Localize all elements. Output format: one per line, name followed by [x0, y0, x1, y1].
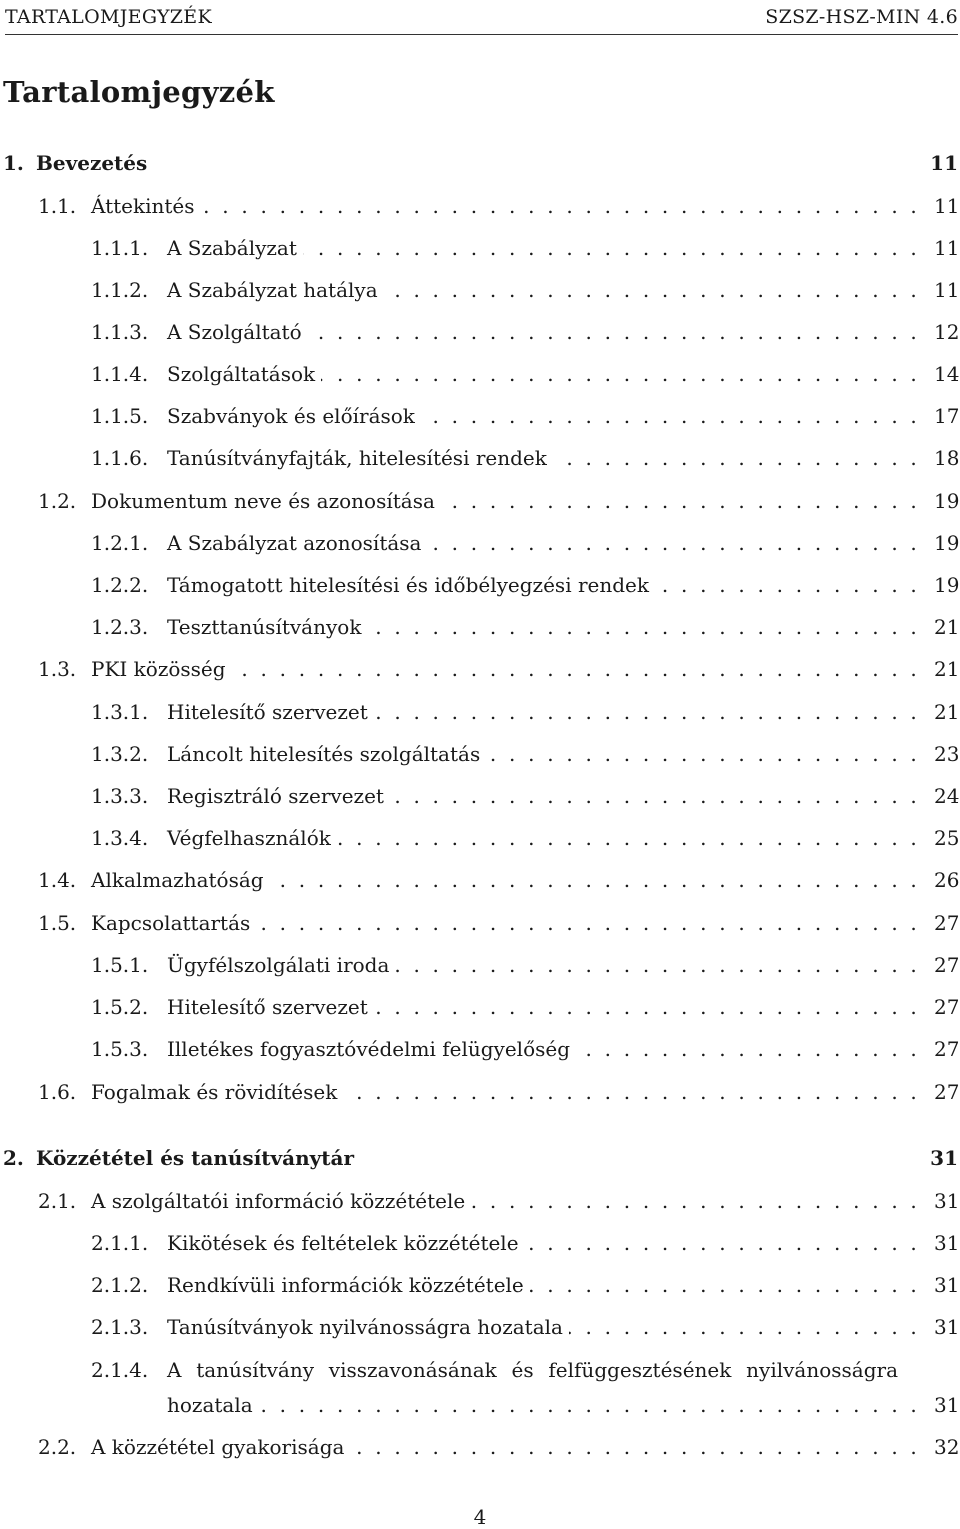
- toc-entry-number: 1.2.3.: [91, 615, 149, 639]
- toc-entry-number: 1.: [3, 151, 24, 175]
- toc-entry-number: 1.1.4.: [91, 362, 149, 386]
- dot-leader: [374, 995, 920, 1019]
- toc-entry[interactable]: [91, 404, 958, 428]
- toc-entry[interactable]: [91, 1358, 898, 1382]
- toc-entry[interactable]: [38, 1080, 958, 1104]
- header-right: SZSZ-HSZ-MIN 4.6: [765, 6, 958, 28]
- toc-entry-title: Regisztráló szervezet: [167, 784, 384, 808]
- toc-entry-number: 1.5.3.: [91, 1037, 149, 1061]
- page-number: 4: [473, 1505, 487, 1529]
- toc-entry-title: Végfelhasználók: [167, 826, 331, 850]
- toc-entry-title: A Szabályzat: [167, 236, 297, 260]
- toc-entry-page: 17: [934, 404, 960, 428]
- dot-leader: [553, 446, 920, 470]
- toc-entry-number: 1.4.: [38, 868, 77, 892]
- dot-leader: [232, 657, 920, 681]
- dot-leader: [384, 278, 920, 302]
- toc-entry-title: A tanúsítvány visszavonásának és felfüggesztésének nyilvánosságra: [167, 1358, 898, 1382]
- toc-entry-number: 1.2.2.: [91, 573, 149, 597]
- toc-entry[interactable]: [91, 742, 958, 766]
- toc-entry-number: 2.1.1.: [91, 1231, 149, 1255]
- toc-entry-number: 1.3.3.: [91, 784, 149, 808]
- toc-entry-title: A közzététel gyakorisága: [91, 1435, 345, 1459]
- toc-entry-number: 1.1.2.: [91, 278, 149, 302]
- dot-leader: [569, 1315, 920, 1339]
- toc-entry-page: 21: [934, 657, 960, 681]
- toc-entry-title: Kikötések és feltételek közzététele: [167, 1231, 519, 1255]
- toc-entry-title: PKI közösség: [91, 657, 226, 681]
- toc-entry-number: 1.1.3.: [91, 320, 149, 344]
- dot-leader: [321, 362, 920, 386]
- toc-entry-title: Illetékes fogyasztóvédelmi felügyelőség: [167, 1037, 571, 1061]
- toc-entry-title: A szolgáltatói információ közzététele: [91, 1189, 466, 1213]
- toc-entry-title: Ügyfélszolgálati iroda: [167, 953, 390, 977]
- toc-entry[interactable]: [91, 953, 958, 977]
- toc-entry[interactable]: [38, 911, 958, 935]
- toc-entry-title: Tanúsítványfajták, hitelesítési rendek: [167, 446, 547, 470]
- toc-entry[interactable]: [91, 573, 958, 597]
- toc-entry[interactable]: [91, 278, 958, 302]
- toc-entry[interactable]: [91, 784, 958, 808]
- toc-entry-title: Áttekintés: [91, 194, 195, 218]
- dot-leader: [655, 573, 920, 597]
- toc-entry-title: hozatala: [167, 1393, 253, 1417]
- toc-entry[interactable]: [91, 320, 958, 344]
- dot-leader: [427, 531, 920, 555]
- toc-entry-page: 19: [934, 531, 960, 555]
- toc-entry-number: 1.6.: [38, 1080, 77, 1104]
- dot-leader: [421, 404, 920, 428]
- dot-leader: [395, 953, 920, 977]
- toc-entry-title: Láncolt hitelesítés szolgáltatás: [167, 742, 481, 766]
- toc-entry[interactable]: [91, 446, 958, 470]
- toc-entry-number: 1.1.5.: [91, 404, 149, 428]
- toc-entry[interactable]: [91, 531, 958, 555]
- toc-entry-page: 25: [934, 826, 960, 850]
- toc-entry-title: Rendkívüli információk közzététele: [167, 1273, 524, 1297]
- dot-leader: [486, 742, 920, 766]
- toc-entry-number: 1.3.1.: [91, 700, 149, 724]
- toc-entry[interactable]: [38, 1189, 958, 1213]
- dot-leader: [337, 826, 920, 850]
- dot-leader: [525, 1231, 920, 1255]
- toc-entry-title: Tanúsítványok nyilvánosságra hozatala: [167, 1315, 563, 1339]
- toc-entry-number: 1.5.1.: [91, 953, 149, 977]
- toc-entry-number: 1.3.: [38, 657, 77, 681]
- toc-entry-page: 31: [934, 1315, 960, 1339]
- toc-entry-page: 27: [934, 1037, 960, 1061]
- toc-entry-title: Kapcsolattartás: [91, 911, 251, 935]
- dot-leader: [374, 700, 920, 724]
- toc-entry-number: 2.1.3.: [91, 1315, 149, 1339]
- toc-entry-page: 11: [934, 278, 960, 302]
- toc-entry-title: Hitelesítő szervezet: [167, 995, 368, 1019]
- dot-leader: [530, 1273, 920, 1297]
- dot-leader: [270, 868, 920, 892]
- toc-entry-page: 31: [934, 1273, 960, 1297]
- toc-entry[interactable]: [91, 615, 958, 639]
- dot-leader: [350, 1435, 920, 1459]
- toc-entry-title: Teszttanúsítványok: [167, 615, 362, 639]
- toc-entry-title: A Szabályzat hatálya: [167, 278, 378, 302]
- toc-entry-page: 31: [934, 1231, 960, 1255]
- dot-leader: [576, 1037, 920, 1061]
- dot-leader: [441, 489, 920, 513]
- toc-entry-page: 21: [934, 700, 960, 724]
- toc-chapter[interactable]: [3, 151, 958, 175]
- toc-entry[interactable]: [38, 1435, 958, 1459]
- toc-entry-page: 11: [930, 151, 958, 175]
- toc-entry-number: 1.1.6.: [91, 446, 149, 470]
- running-header: [5, 0, 958, 35]
- toc-entry-title: Szolgáltatások: [167, 362, 316, 386]
- toc-entry-number: 2.2.: [38, 1435, 77, 1459]
- dot-leader: [308, 320, 920, 344]
- toc-entry-page: 11: [934, 236, 960, 260]
- dot-leader: [471, 1189, 920, 1213]
- toc-entry[interactable]: [91, 1231, 958, 1255]
- toc-entry-number: 1.1.: [38, 194, 77, 218]
- toc-entry-title: Bevezetés: [36, 151, 148, 175]
- dot-leader: [390, 784, 920, 808]
- toc-entry-page: 27: [934, 1080, 960, 1104]
- toc-entry-number: 1.2.: [38, 489, 77, 513]
- toc-entry-continuation[interactable]: [167, 1393, 958, 1417]
- toc-entry-page: 27: [934, 953, 960, 977]
- toc-entry-title: Alkalmazhatóság: [91, 868, 264, 892]
- toc-entry[interactable]: [91, 362, 958, 386]
- toc-entry-page: 19: [934, 573, 960, 597]
- toc-entry[interactable]: [91, 1315, 958, 1339]
- toc-entry-page: 12: [934, 320, 960, 344]
- toc-entry-page: 32: [934, 1435, 960, 1459]
- dot-leader: [256, 911, 920, 935]
- toc-title: Tartalomjegyzék: [3, 75, 275, 109]
- toc-entry[interactable]: [91, 1273, 958, 1297]
- toc-entry-title: Közzététel és tanúsítványtár: [36, 1146, 355, 1170]
- toc-entry-page: 19: [934, 489, 960, 513]
- toc-entry[interactable]: [91, 826, 958, 850]
- toc-entry-title: Dokumentum neve és azonosítása: [91, 489, 435, 513]
- dot-leader: [343, 1080, 920, 1104]
- toc-entry-page: 31: [930, 1146, 958, 1170]
- toc-entry-title: A Szabályzat azonosítása: [167, 531, 422, 555]
- toc-entry-title: A Szolgáltató: [167, 320, 302, 344]
- toc-entry-page: 31: [934, 1189, 960, 1213]
- toc-entry-page: 31: [934, 1393, 960, 1417]
- toc-entry-title: Szabványok és előírások: [167, 404, 415, 428]
- dot-leader: [259, 1393, 920, 1417]
- toc-entry-title: Fogalmak és rövidítések: [91, 1080, 338, 1104]
- toc-entry-number: 1.3.2.: [91, 742, 149, 766]
- dot-leader: [201, 194, 920, 218]
- toc-entry-number: 2.1.4.: [91, 1358, 149, 1382]
- toc-entry-number: 2.: [3, 1146, 24, 1170]
- toc-entry-page: 14: [934, 362, 960, 386]
- toc-entry-number: 2.1.: [38, 1189, 77, 1213]
- toc-entry-number: 1.3.4.: [91, 826, 149, 850]
- toc-entry[interactable]: [38, 868, 958, 892]
- toc-chapter[interactable]: [3, 1146, 958, 1170]
- toc-entry-number: 2.1.2.: [91, 1273, 149, 1297]
- toc-entry-number: 1.2.1.: [91, 531, 149, 555]
- toc-entry-page: 24: [934, 784, 960, 808]
- toc-entry[interactable]: [38, 489, 958, 513]
- toc-entry[interactable]: [91, 700, 958, 724]
- toc-entry-number: 1.5.2.: [91, 995, 149, 1019]
- toc-entry-page: 11: [934, 194, 960, 218]
- toc-entry[interactable]: [91, 236, 958, 260]
- toc-entry-page: 18: [934, 446, 960, 470]
- toc-entry[interactable]: [38, 194, 958, 218]
- toc-entry-page: 27: [934, 995, 960, 1019]
- toc-entry[interactable]: [91, 995, 958, 1019]
- header-left: TARTALOMJEGYZÉK: [5, 6, 212, 28]
- dot-leader: [367, 615, 920, 639]
- toc-entry-page: 23: [934, 742, 960, 766]
- toc-entry[interactable]: [91, 1037, 958, 1061]
- toc-entry-page: 27: [934, 911, 960, 935]
- toc-entry-page: 26: [934, 868, 960, 892]
- dot-leader: [303, 236, 920, 260]
- toc-entry-title: Támogatott hitelesítési és időbélyegzési rendek: [167, 573, 649, 597]
- toc-entry-page: 21: [934, 615, 960, 639]
- toc-entry[interactable]: [38, 657, 958, 681]
- toc-entry-number: 1.1.1.: [91, 236, 149, 260]
- toc-entry-title: Hitelesítő szervezet: [167, 700, 368, 724]
- toc-entry-number: 1.5.: [38, 911, 77, 935]
